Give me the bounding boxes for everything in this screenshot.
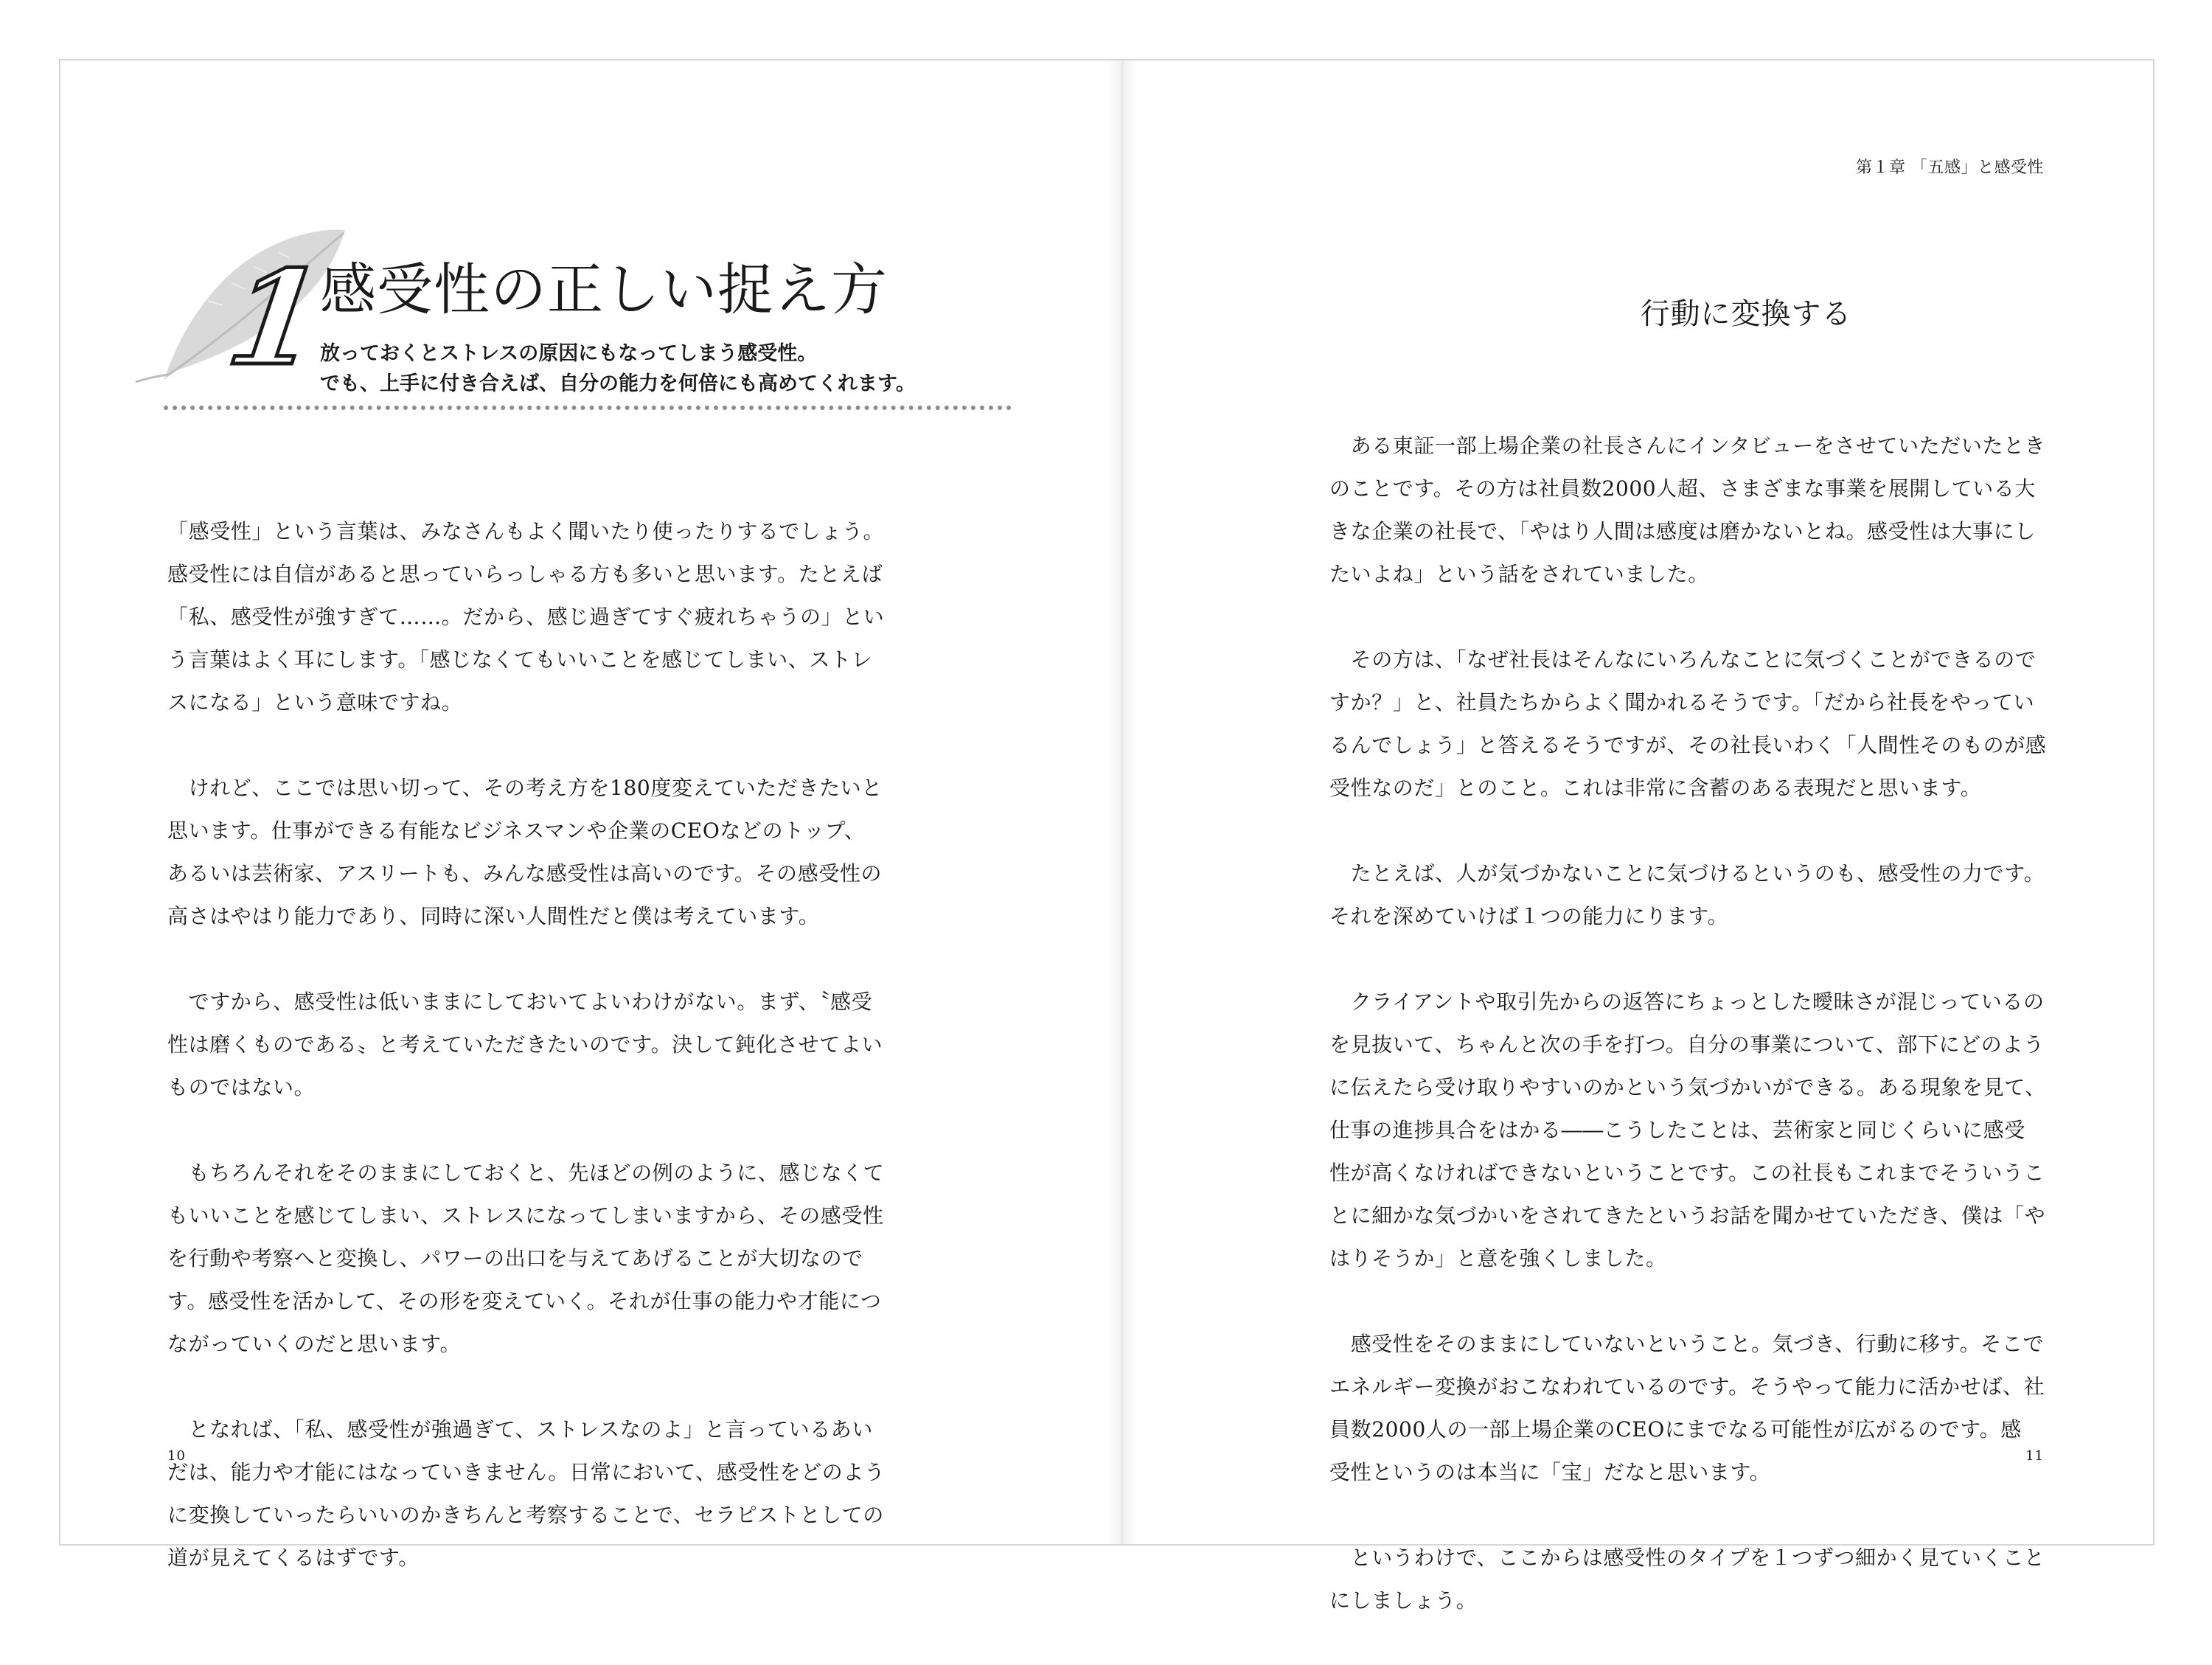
section-lead: [320, 338, 916, 399]
paragraph: 感受性をそのままにしていないということ。気づき、行動に移す。そこで エネルギー変換がおこなわれているのです。そうやって能力に活かせば、社 員数2000人の一部上場企業のCEOにまでなる可能性が広がるのです。感 受性というのは本当に「宝」だなと思います。: [1329, 1332, 2045, 1484]
paragraph: その方は、「なぜ社長はそんなにいろんなことに気づくことができるので すか？」と、社員たちからよく聞かれるそうです。「だから社長をやってい るんでしょう」と答えるそうですが、その社長いわく「人間性そのものが感 受性なのだ」とのこと。これは非常に含蓄のある表現だと思います。: [1329, 647, 2047, 800]
left-page: [60, 60, 1122, 1570]
left-body-text: [167, 467, 1009, 1622]
subsection-heading: 行動に変換する: [1640, 297, 1852, 331]
chapter-number: 1: [219, 242, 332, 394]
paragraph: クライアントや取引先からの返答にちょっとした曖昧さが混じっているの を見抜いて、ちゃんと次の手を打つ。自分の事業について、部下にどのよう に伝えたら受け取りやすいのかという気づかいができる。ある現象を見て、 仕事の進捗具合をはかる――こうしたことは、芸術家と同じくらいに感受 性が高くなければできないということです。この社長もこれまでそういうこ とに細かな気づかいをされてきたというお話を聞かせていただき、僕は「や はりそうか」と意を強くしました。: [1329, 990, 2046, 1271]
right-page: [1122, 60, 2154, 1613]
page-number-left: 10: [167, 1448, 186, 1464]
paragraph: 「感受性」という言葉は、みなさんもよく聞いたり使ったりするでしょう。 感受性には自信があると思っていらっしゃる方も多いと思います。たとえば 「私、感受性が強すぎて……。だから、感じ過ぎてすぐ疲れちゃうの」とい う言葉はよく耳にします。「感じなくてもいいことを感じてしまい、ストレ スになる」という意味ですね。: [167, 519, 885, 715]
section-title: 感受性の正しい捉え方: [320, 257, 888, 322]
page-number-right: 11: [2025, 1448, 2044, 1464]
dotted-divider: [164, 406, 1012, 410]
paragraph: というわけで、ここからは感受性のタイプを１つずつ細かく見ていくこと にしましょう。: [1329, 1546, 2045, 1613]
paragraph: たとえば、人が気づかないことに気づけるというのも、感受性の力です。 それを深めていけば１つの能力にります。: [1329, 861, 2045, 928]
paragraph: ですから、感受性は低いままにしておいてよいわけがない。まず、〝感受 性は磨くものである〟と考えていただきたいのです。決して鈍化させてよい ものではない。: [167, 990, 883, 1099]
lead-line-2: でも、上手に付き合えば、自分の能力を何倍にも高めてくれます。: [320, 372, 916, 395]
paragraph: けれど、ここでは思い切って、その考え方を180度変えていただきたいと 思います。仕事ができる有能なビジネスマンや企業のCEOなどのトップ、 あるいは芸術家、アスリートも、みんな感受性は高いのです。その感受性の 高さはやはり能力であり、同時に深い人間性だと僕は考えています。: [167, 776, 883, 928]
book-spread: [59, 59, 2154, 1613]
paragraph: となれば、「私、感受性が強過ぎて、ストレスなのよ」と言っているあい だは、能力や才能にはなっていきません。日常において、感受性をどのよう に変換していったらいいのかきちんと考察することで、セラピストとしての 道が見えてくるはずです。: [167, 1417, 886, 1570]
paragraph: ある東証一部上場企業の社長さんにインタビューをさせていただいたとき のことです。その方は社員数2000人超、さまざまな事業を展開している大 きな企業の社長で、「やはり人間は感度は磨かないとね。感受性は大事にし たいよね」という話をされていました。: [1329, 434, 2046, 586]
running-head: 第１章 「五感」と感受性: [1856, 159, 2044, 177]
right-body-text: [1329, 382, 2163, 1665]
lead-line-1: 放っておくとストレスの原因にもなってしまう感受性。: [320, 342, 818, 365]
paragraph: もちろんそれをそのままにしておくと、先ほどの例のように、感じなくて もいいことを感じてしまい、ストレスになってしまいますから、その感受性 を行動や考察へと変換し、パワーの出口を与えてあげることが大切なので す。感受性を活かして、その形を変えていく。それが仕事の能力や才能につ ながっていくのだと思います。: [167, 1161, 885, 1356]
